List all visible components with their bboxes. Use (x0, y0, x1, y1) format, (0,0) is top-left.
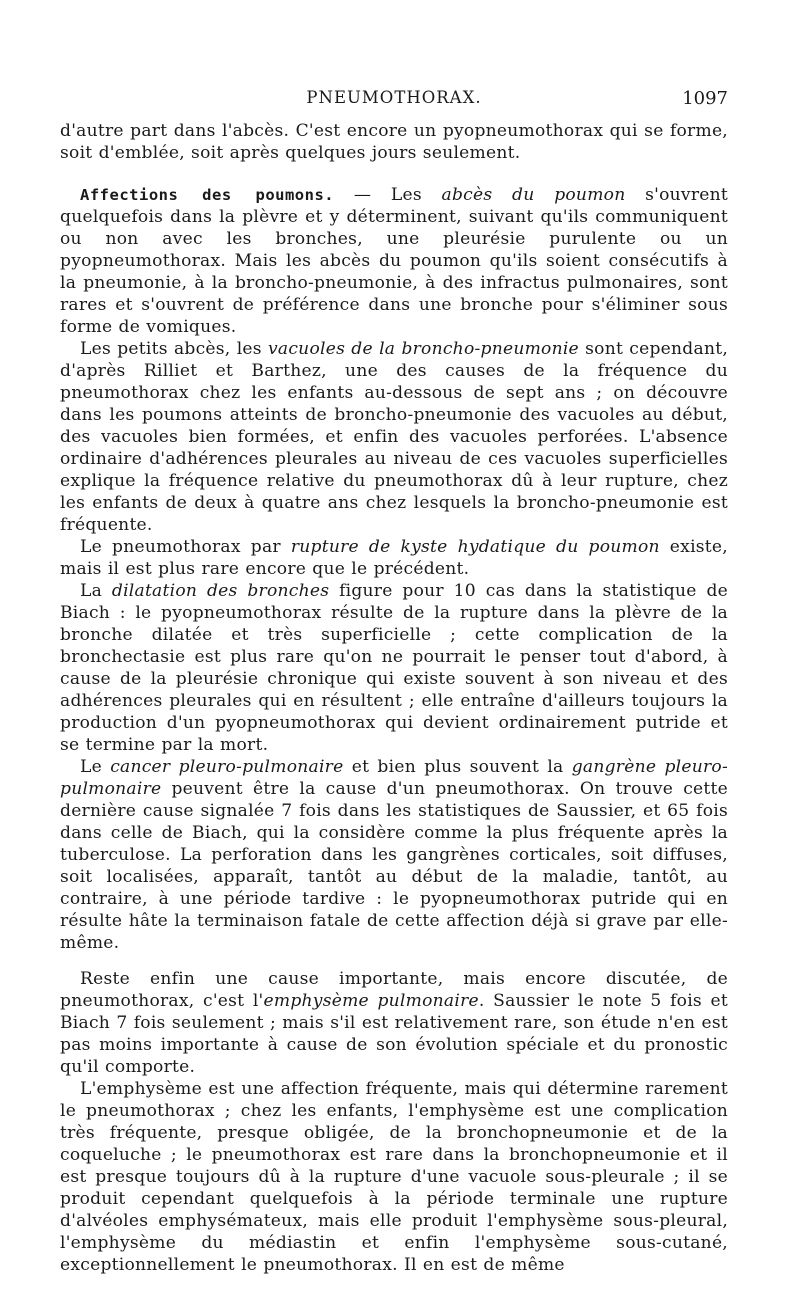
paragraph-emphyseme: Reste enfin une cause importante, mais encore discutée, de pneumothorax, c'est l'emphysème pulmonaire. Saussier le note 5 fois et Biach 7 fois seulement ; mais s'il est relativement rare, son étude n'en est pas moins importante à cause de son évolution spéciale et du pronostic qu'il comporte. (60, 969, 728, 1077)
italic-term: rupture de kyste hydatique du poumon (290, 537, 660, 557)
page-header (60, 88, 728, 112)
italic-term: vacuoles de la broncho-pneumonie (268, 339, 579, 359)
paragraph-emphyseme-frequence: L'emphysème est une affection fréquente, mais qui détermine rarement le pneumothorax ; chez les enfants, l'emphysème est une complication très fréquente, presque obligée, de la bronchopneumonie et de la coqueluche ; le pneumothorax est rare dans la bronchopneumonie et il est presque toujours dû à la rupture d'une vacuole sous-pleurale ; il se produit cependant quelquefois à la période terminale une rupture d'alvéoles emphysémateux, mais elle produit l'emphysème sous-pleural, l'emphysème du médiastin et enfin l'emphysème sous-cutané, exceptionnellement le pneumothorax. Il en est de même (60, 1079, 728, 1275)
section-heading: Affections des poumons. (80, 186, 335, 204)
paragraph-vacuoles: Les petits abcès, les vacuoles de la broncho-pneumonie sont cependant, d'après Rilliet et Barthez, une des causes de la fréquence du pneumothorax chez les enfants au-dessous de sept ans ; on découvre dans les poumons atteints de broncho-pneumonie des vacuoles au début, des vacuoles bien formées, et enfin des vacuoles perforées. L'absence ordinaire d'adhérences pleurales au niveau de ces vacuoles superficielles explique la fréquence relative du pneumothorax dû à leur rupture, chez les enfants de deux à quatre ans chez lesquels la broncho-pneumonie est fréquente. (60, 339, 729, 535)
italic-term: emphysème pulmonaire (263, 991, 479, 1011)
italic-term: dilatation des bronches (111, 581, 330, 601)
paragraph-cancer-gangrene: Le cancer pleuro-pulmonaire et bien plus souvent la gangrène pleuro-pulmonaire peuvent être la cause d'un pneumothorax. On trouve cette dernière cause signalée 7 fois dans les statistiques de Saussier, et 65 fois dans celle de Biach, qui la considère comme la plus fréquente après la tuberculose. La perforation dans les gangrènes corticales, soit diffuses, soit localisées, apparaît, tantôt au début de la maladie, tantôt, au contraire, à une période tardive : le pyopneumothorax putride qui en résulte hâte la terminaison fatale de cette affection déjà si grave par elle-même. (60, 757, 728, 953)
paragraph-dilatation-bronches: La dilatation des bronches figure pour 10 cas dans la statistique de Biach : le pyopneumothorax résulte de la rupture dans la plèvre de la bronche dilatée et très superficielle ; cette complication de la bronchectasie est plus rare qu'on ne pourrait le penser tout d'abord, à cause de la pleurésie chronique qui existe souvent à son niveau et des adhérences pleurales qui en résultent ; elle entraîne d'ailleurs toujours la production d'un pyopneumothorax qui devient ordinairement putride et se termine par la mort. (60, 581, 728, 755)
page-number: 1097 (682, 88, 728, 109)
italic-term: gangrène pleuro-pulmonaire (60, 757, 728, 799)
paragraph-affections-poumons: Affections des poumons. — Les abcès du poumon s'ouvrent quelquefois dans la plèvre et y déterminent, suivant qu'ils communiquent ou non avec les bronches, une pleurésie purulente ou un pyopneumothorax. Mais les abcès du poumon qu'ils soient consécutifs à la pneumonie, à la broncho-pneumonie, à des infractus pulmonaires, sont rares et s'ouvrent de préférence dans une bronche pour s'éliminer sous forme de vomiques. (60, 185, 728, 337)
page-body (60, 120, 728, 1276)
paragraph-continuation: d'autre part dans l'abcès. C'est encore un pyopneumothorax qui se forme, soit d'emblée, soit après quelques jours seulement. (60, 121, 728, 163)
italic-term: abcès du poumon (441, 185, 626, 205)
paragraph-kyste-hydatique: Le pneumothorax par rupture de kyste hydatique du poumon existe, mais il est plus rare encore que le précédent. (60, 537, 728, 579)
running-title: PNEUMOTHORAX. (306, 88, 482, 107)
italic-term: cancer pleuro-pulmonaire (110, 757, 344, 777)
